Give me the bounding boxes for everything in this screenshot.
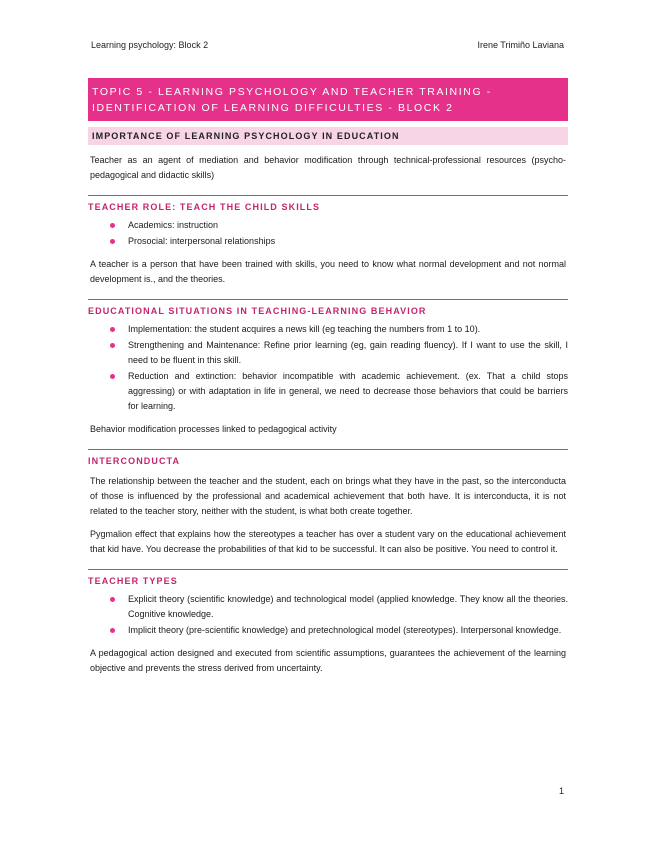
- heading-teacher-types: TEACHER TYPES: [88, 569, 568, 586]
- header-course-title: Learning psychology: Block 2: [91, 40, 209, 50]
- list-item: Reduction and extinction: behavior incompatible with academic achievement. (ex. That a child stops aggressing) or with adaptation in life in general, we need to decrease those behaviors that could be barriers for learning.: [128, 369, 568, 414]
- list-item: Strengthening and Maintenance: Refine prior learning (eg, gain reading fluency). If I want to use the skill, I need to be fluent in this skill.: [128, 338, 568, 368]
- heading-teacher-role: TEACHER ROLE: TEACH THE CHILD SKILLS: [88, 195, 568, 212]
- interconducta-paragraph: The relationship between the teacher and the student, each on brings what they have in the past, so the interconducta of those is influenced by the professional and academical achievement that both have. It is interconducta, it is not related to the teacher story, neither with the student, is what both create together.: [90, 476, 566, 516]
- topic-title-banner: TOPIC 5 - LEARNING PSYCHOLOGY AND TEACHER TRAINING - IDENTIFICATION OF LEARNING DIFFICULTIES - BLOCK 2: [88, 78, 568, 121]
- heading-educational-situations: EDUCATIONAL SITUATIONS IN TEACHING-LEARNING BEHAVIOR: [88, 299, 568, 316]
- page-number: 1: [558, 786, 564, 796]
- running-header: [91, 40, 564, 50]
- document-body: [88, 78, 568, 676]
- bullet-icon: [110, 327, 115, 332]
- list-item: Prosocial: interpersonal relationships: [128, 234, 568, 249]
- pygmalion-paragraph: Pygmalion effect that explains how the stereotypes a teacher has over a student vary on the educational achievement that kid have. You decrease the probabilities of that kid to be successful. It can also be positive. You need to control it.: [90, 529, 566, 554]
- section-title: IMPORTANCE OF LEARNING PSYCHOLOGY IN EDUCATION: [88, 127, 568, 145]
- list-item: Implementation: the student acquires a news kill (eg teaching the numbers from 1 to 10).: [128, 322, 568, 337]
- bullet-icon: [110, 374, 115, 379]
- list-item: Explicit theory (scientific knowledge) and technological model (applied knowledge. They know all the theories. Cognitive knowledge.: [128, 592, 568, 622]
- bullet-icon: [110, 628, 115, 633]
- bullet-icon: [110, 239, 115, 244]
- list-item: Academics: instruction: [128, 218, 568, 233]
- teacher-role-list: [88, 218, 568, 249]
- teacher-types-paragraph: A pedagogical action designed and executed from scientific assumptions, guarantees the achievement of the learning objective and prevents the stress derived from uncertainty.: [90, 648, 566, 673]
- bullet-icon: [110, 223, 115, 228]
- teacher-role-paragraph: A teacher is a person that have been trained with skills, you need to know what normal development and not normal development is., and the theories.: [90, 259, 566, 284]
- list-item: Implicit theory (pre-scientific knowledge) and pretechnological model (stereotypes). Interpersonal knowledge.: [128, 623, 568, 638]
- bullet-icon: [110, 597, 115, 602]
- heading-interconducta: INTERCONDUCTA: [88, 449, 568, 466]
- educational-situations-list: [88, 322, 568, 414]
- educational-situations-paragraph: Behavior modification processes linked to pedagogical activity: [90, 424, 337, 434]
- intro-paragraph: Teacher as an agent of mediation and behavior modification through technical-professional resources (psycho-pedagogical and didactic skills): [90, 155, 566, 180]
- header-author: Irene Trimiño Laviana: [477, 40, 564, 50]
- bullet-icon: [110, 343, 115, 348]
- teacher-types-list: [88, 592, 568, 638]
